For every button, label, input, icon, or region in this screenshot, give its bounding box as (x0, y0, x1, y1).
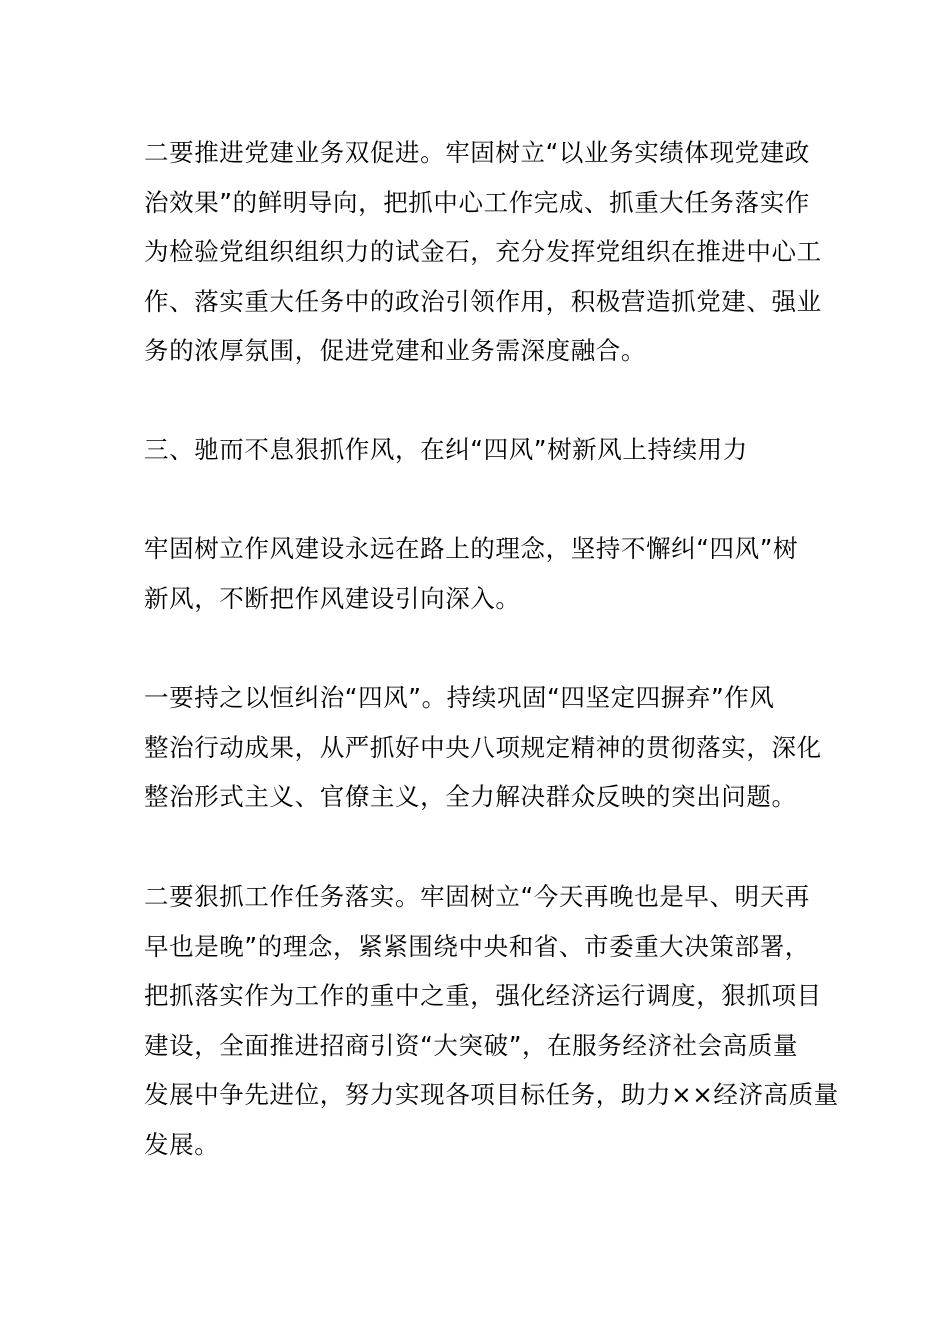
text-line: 一要持之以恒纠治“四风”。持续巩固“四坚定四摒弃”作风 (144, 683, 775, 712)
text-line: 建设，全面推进招商引资“大突破”，在服务经济社会高质量 (144, 1030, 799, 1060)
text-line: 二要狠抓工作任务落实。牢固树立“今天再晚也是早、明天再 (144, 882, 810, 911)
text-line: 整治形式主义、官僚主义，全力解决群众反映的突出问题。 (144, 782, 797, 811)
text-line: 治效果”的鲜明导向，把抓中心工作完成、抓重大任务落实作 (144, 187, 810, 217)
text-line: 务的浓厚氛围，促进党建和业务需深度融合。 (144, 336, 646, 365)
paragraph-four-styles (144, 673, 822, 822)
text-line: 发展中争先进位，努力实现各项目标任务，助力××经济高质量 (144, 1080, 839, 1109)
text-line: 整治行动成果，从严抓好中央八项规定精神的贯彻落实，深化 (144, 732, 822, 762)
section-heading-three (144, 425, 814, 475)
text-line: 二要推进党建业务双促进。牢固树立“以业务实绩体现党建政 (144, 138, 810, 167)
paragraph-party-building-business (144, 128, 822, 376)
text-line: 新风，不断把作风建设引向深入。 (144, 583, 521, 613)
heading-line: 三、驰而不息狠抓作风，在纠“四风”树新风上持续用力 (144, 435, 748, 464)
text-line: 作、落实重大任务中的政治引领作用，积极营造抓党建、强业 (144, 286, 822, 316)
text-line: 发展。 (144, 1129, 220, 1159)
paragraph-work-style-intro (144, 524, 814, 623)
text-line: 早也是晚”的理念，紧紧围绕中央和省、市委重大决策部署， (144, 931, 810, 961)
text-line: 把抓落实作为工作的重中之重，强化经济运行调度，狠抓项目 (144, 981, 822, 1010)
paragraph-task-implementation (144, 872, 839, 1169)
text-line: 为检验党组织组织力的试金石，充分发挥党组织在推进中心工 (144, 237, 822, 266)
text-line: 牢固树立作风建设永远在路上的理念，坚持不懈纠“四风”树 (144, 534, 799, 563)
